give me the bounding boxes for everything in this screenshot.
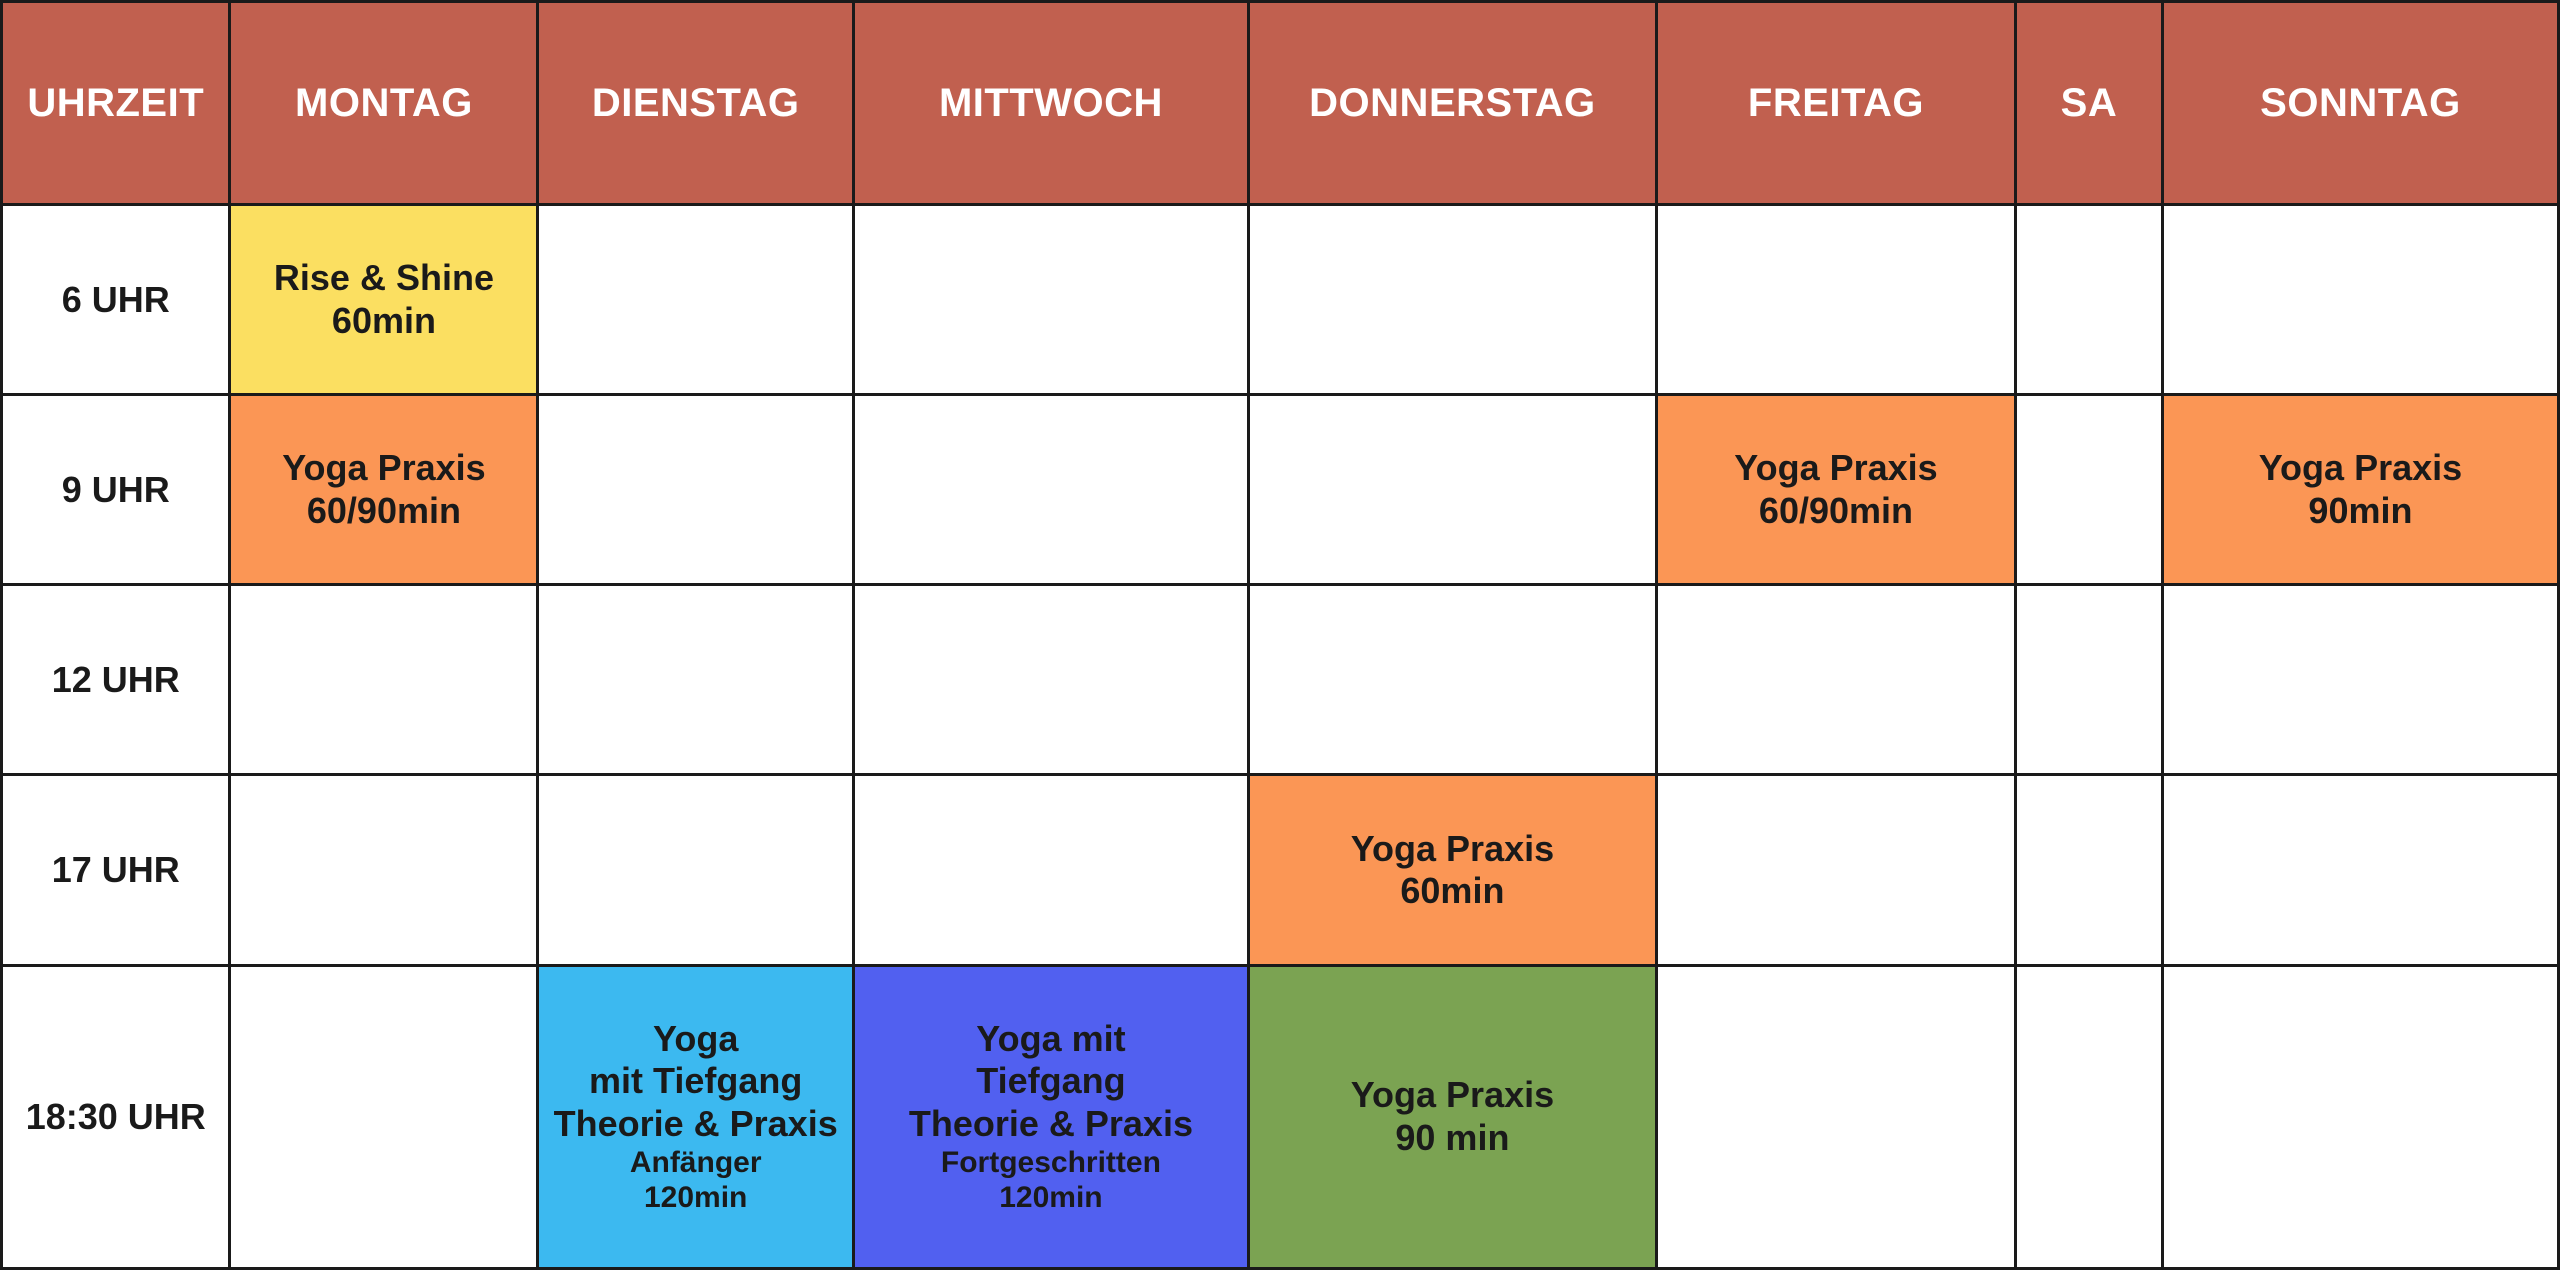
class-duration: 90min (2308, 489, 2413, 531)
empty-slot (1250, 586, 1655, 773)
column-header-friday: FREITAG (1656, 2, 2015, 205)
empty-slot (855, 586, 1247, 773)
slot-monday-12 (230, 585, 538, 775)
table-row (2, 585, 2559, 775)
class-duration: 60min (331, 299, 436, 341)
slot-friday-12 (1656, 585, 2015, 775)
slot-monday-6 (230, 205, 538, 395)
slot-monday-9 (230, 395, 538, 585)
class-title: Yoga Praxis (282, 447, 486, 489)
slot-thursday-6 (1248, 205, 1656, 395)
slot-friday-6 (1656, 205, 2015, 395)
empty-slot (1658, 206, 2014, 393)
slot-tuesday-6 (538, 205, 854, 395)
column-header-tuesday: DIENSTAG (538, 2, 854, 205)
empty-slot (2017, 206, 2161, 393)
empty-slot (855, 396, 1247, 583)
slot-sunday-9 (2162, 395, 2558, 585)
empty-slot (539, 206, 852, 393)
empty-slot (2017, 776, 2161, 963)
empty-slot (2164, 776, 2557, 963)
table-row (2, 205, 2559, 395)
empty-slot (2017, 396, 2161, 583)
slot-sunday-6 (2162, 205, 2558, 395)
class-block-yoga-praxis[interactable] (1250, 967, 1655, 1267)
column-header-wednesday: MITTWOCH (853, 2, 1248, 205)
time-label: 12 UHR (2, 585, 230, 775)
slot-saturday-9 (2016, 395, 2163, 585)
class-title-line1: Yoga mit (976, 1017, 1126, 1059)
column-header-saturday: SA (2016, 2, 2163, 205)
slot-monday-1830 (230, 965, 538, 1268)
class-block-yoga-praxis[interactable] (1250, 776, 1655, 963)
class-block-rise-and-shine[interactable] (231, 206, 536, 393)
empty-slot (539, 396, 852, 583)
class-block-yoga-praxis[interactable] (231, 396, 536, 583)
class-title-line3: Theorie & Praxis (553, 1102, 838, 1144)
empty-slot (1250, 396, 1655, 583)
class-duration: 120min (999, 1181, 1103, 1215)
slot-friday-1830 (1656, 965, 2015, 1268)
class-block-yoga-praxis[interactable] (2164, 396, 2557, 583)
time-label: 18:30 UHR (2, 965, 230, 1268)
class-title: Rise & Shine (273, 257, 494, 299)
slot-wednesday-6 (853, 205, 1248, 395)
class-level: Anfänger (629, 1146, 762, 1180)
class-title-line1: Yoga (653, 1017, 739, 1059)
empty-slot (1658, 776, 2014, 963)
class-title: Yoga Praxis (1350, 1074, 1555, 1116)
class-duration: 60/90min (306, 489, 461, 531)
class-duration: 60min (1400, 869, 1505, 911)
empty-slot (539, 586, 852, 773)
class-duration: 120min (643, 1181, 748, 1215)
class-title-line2: Tiefgang (976, 1060, 1126, 1102)
header-row (2, 2, 2559, 205)
slot-tuesday-1830 (538, 965, 854, 1268)
empty-slot (1658, 586, 2014, 773)
slot-wednesday-12 (853, 585, 1248, 775)
empty-slot (1250, 206, 1655, 393)
table-row (2, 775, 2559, 965)
class-level: Fortgeschritten (940, 1146, 1161, 1180)
slot-saturday-12 (2016, 585, 2163, 775)
class-title-line3: Theorie & Praxis (908, 1102, 1193, 1144)
empty-slot (1658, 967, 2014, 1267)
empty-slot (2164, 586, 2557, 773)
empty-slot (231, 776, 536, 963)
empty-slot (231, 586, 536, 773)
slot-sunday-1830 (2162, 965, 2558, 1268)
slot-tuesday-12 (538, 585, 854, 775)
empty-slot (231, 967, 536, 1267)
slot-wednesday-9 (853, 395, 1248, 585)
column-header-thursday: DONNERSTAG (1248, 2, 1656, 205)
slot-thursday-12 (1248, 585, 1656, 775)
slot-saturday-17 (2016, 775, 2163, 965)
column-header-time: UHRZEIT (2, 2, 230, 205)
class-block-yoga-praxis[interactable] (1658, 396, 2014, 583)
empty-slot (2017, 967, 2161, 1267)
empty-slot (2164, 206, 2557, 393)
time-label: 6 UHR (2, 205, 230, 395)
table-row (2, 965, 2559, 1268)
class-title: Yoga Praxis (2258, 447, 2463, 489)
empty-slot (2017, 586, 2161, 773)
class-title: Yoga Praxis (1350, 827, 1555, 869)
slot-tuesday-17 (538, 775, 854, 965)
time-label: 9 UHR (2, 395, 230, 585)
empty-slot (2164, 967, 2557, 1267)
table-body (2, 205, 2559, 1269)
class-duration: 90 min (1395, 1116, 1510, 1158)
slot-saturday-1830 (2016, 965, 2163, 1268)
empty-slot (539, 776, 852, 963)
column-header-sunday: SONNTAG (2162, 2, 2558, 205)
time-label: 17 UHR (2, 775, 230, 965)
slot-sunday-17 (2162, 775, 2558, 965)
class-block-yoga-mit-tiefgang-fortgeschritten[interactable] (855, 967, 1247, 1267)
slot-thursday-9 (1248, 395, 1656, 585)
slot-monday-17 (230, 775, 538, 965)
table-header (2, 2, 2559, 205)
table-row (2, 395, 2559, 585)
class-duration: 60/90min (1758, 489, 1914, 531)
column-header-monday: MONTAG (230, 2, 538, 205)
slot-sunday-12 (2162, 585, 2558, 775)
class-block-yoga-mit-tiefgang-anfaenger[interactable] (539, 967, 852, 1267)
class-title-line2: mit Tiefgang (588, 1060, 803, 1102)
slot-wednesday-17 (853, 775, 1248, 965)
slot-tuesday-9 (538, 395, 854, 585)
slot-saturday-6 (2016, 205, 2163, 395)
slot-friday-17 (1656, 775, 2015, 965)
slot-friday-9 (1656, 395, 2015, 585)
class-title: Yoga Praxis (1734, 447, 1938, 489)
empty-slot (855, 776, 1247, 963)
slot-thursday-17 (1248, 775, 1656, 965)
slot-thursday-1830 (1248, 965, 1656, 1268)
empty-slot (855, 206, 1247, 393)
slot-wednesday-1830 (853, 965, 1248, 1268)
